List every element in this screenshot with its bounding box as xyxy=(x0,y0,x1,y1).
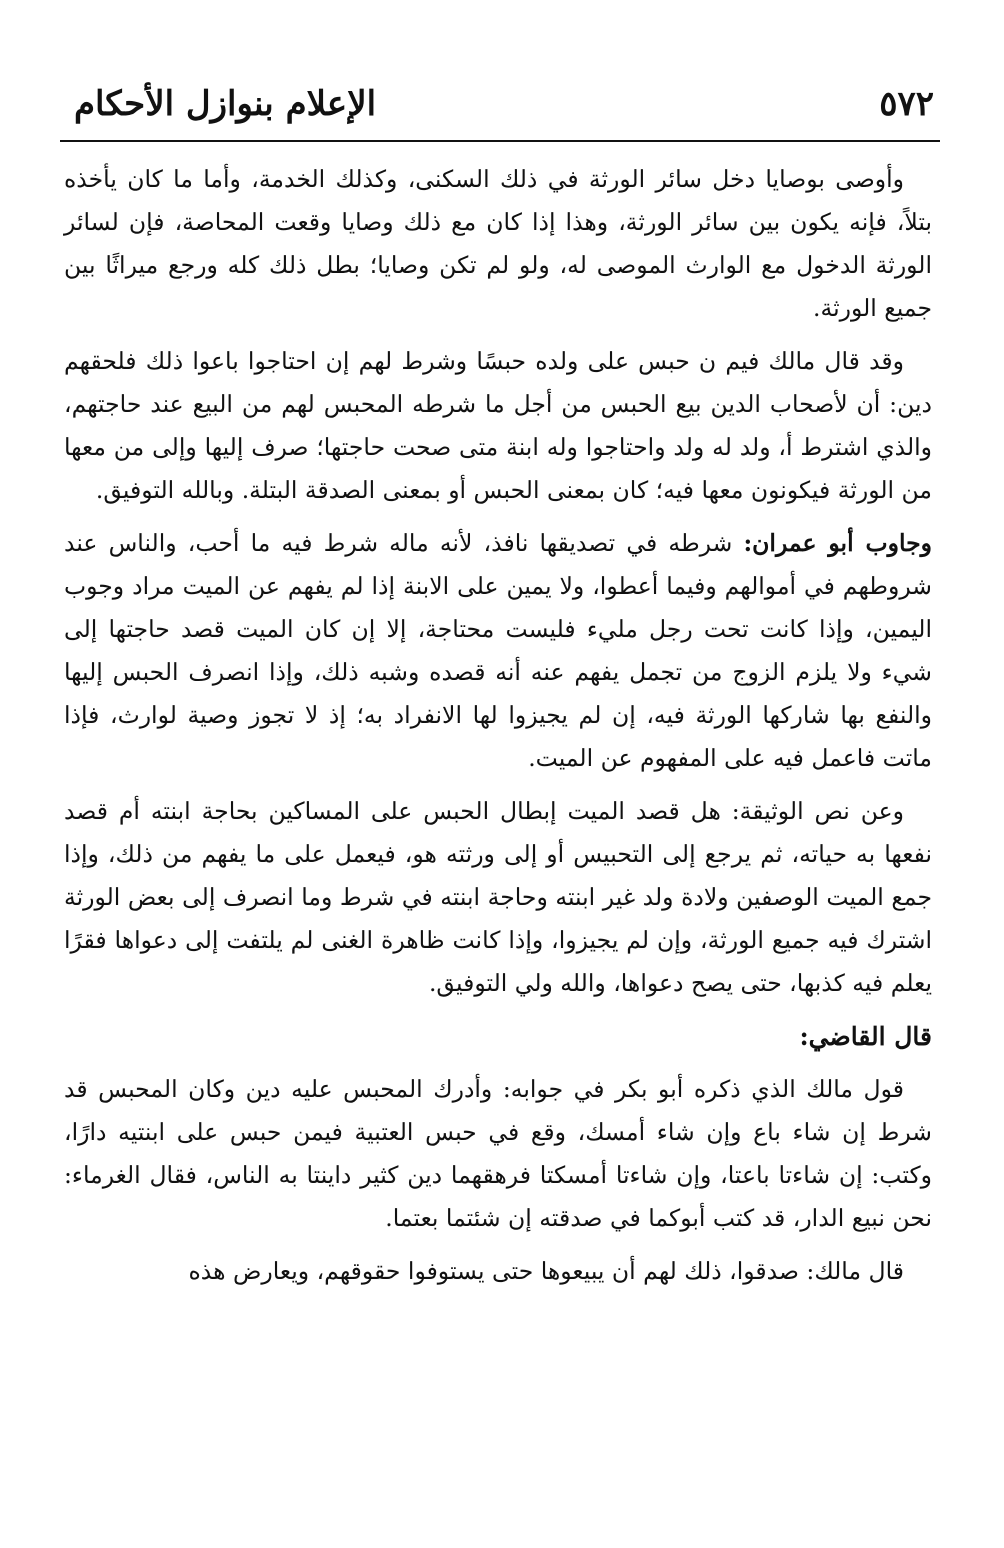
paragraph-1 xyxy=(64,158,932,330)
paragraph-text: قول مالك الذي ذكره أبو بكر في جوابه: وأدرك المحبس عليه دين وكان المحبس قد شرط إن شاء باع وإن شاء أمسك، وقع في حبس العتبية فيمن حبس على ابنتيه دارًا، وكتب: إن شاءتا باعتا، وإن شاءتا أمسكتا فرهقهما دين كثير داينتا به الناس، فقال الغرماء: نحن نبيع الدار، قد كتب أبوكما في صدقته إن شئتما بعتما. xyxy=(64,1075,932,1232)
paragraph-3 xyxy=(64,522,932,780)
paragraph-text: وقد قال مالك فيم ن حبس على ولده حبسًا وشرط لهم إن احتاجوا باعوا ذلك فلحقهم دين: أن لأصحاب الدين بيع الحبس من أجل ما شرطه المحبس لهم من البيع عند حاجتهم، والذي اشترط أ، ولد له ولد واحتاجوا وله ابنة متى صحت حاجتها؛ صرف إليها وإلى من معها من الورثة فيكونون معها فيه؛ كان بمعنى الحبس أو بمعنى الصدقة البتلة. وبالله التوفيق. xyxy=(64,347,932,504)
body-text xyxy=(64,158,932,1303)
running-title: الإعلام بنوازل الأحكام xyxy=(74,84,377,124)
paragraph-text: شرطه في تصديقها نافذ، لأنه ماله شرط فيه ما أحب، والناس عند شروطهم في أموالهم وفيما أعطوا، ولا يمين على الابنة إذا لم يفهم عن الميت مراد وجوب اليمين، وإذا كانت تحت رجل مليء فليست محتاجة، إلا إن كان الميت قصد حاجتها إلى شيء ولا يلزم الزوج من تجمل يفهم عنه أنه قصده وشبه ذلك، وإذا انصرف الحبس إليها والنفع بها شاركها الورثة فيه، إن لم يجيزوا لها الانفراد به؛ إذ لا تجوز وصية لوارث، فإذا ماتت فاعمل فيه على المفهوم عن الميت. xyxy=(64,529,932,772)
page-number: ٥٧٢ xyxy=(879,84,934,124)
paragraph-5 xyxy=(64,1068,932,1240)
section-heading: قال القاضي: xyxy=(799,1022,932,1051)
paragraph-text: وعن نص الوثيقة: هل قصد الميت إبطال الحبس على المساكين بحاجة ابنته أم قصد نفعها به حياته، ثم يرجع إلى التحبيس أو إلى ورثته هو، فيعمل على ما يفهم من ذلك، وإذا جمع الميت الوصفين ولادة ولد غير ابنته وحاجة ابنته في شرط وما انصرف إلى بعض الورثة اشترك فيه جميع الورثة، وإن لم يجيزوا، وإذا كانت ظاهرة الغنى لم يلتفت إلى دعواها فقرًا يعلم فيه كذبها، حتى يصح دعواها، والله ولي التوفيق. xyxy=(64,797,932,997)
paragraph-text: قال مالك: صدقوا، ذلك لهم أن يبيعوها حتى يستوفوا حقوقهم، ويعارض هذه xyxy=(188,1257,904,1285)
header-rule xyxy=(60,140,940,142)
paragraph-6 xyxy=(64,1250,932,1293)
page-header xyxy=(60,80,940,140)
paragraph-text: وأوصى بوصايا دخل سائر الورثة في ذلك السكنى، وكذلك الخدمة، وأما ما كان يأخذه بتلاً، فإنه يكون بين سائر الورثة، وهذا إذا كان مع ذلك وصايا وقعت المحاصة، فإن لسائر الورثة الدخول مع الوارث الموصى له، ولو لم تكن وصايا؛ بطل ذلك كله ورجع ميراثًا بين جميع الورثة. xyxy=(64,165,932,322)
paragraph-lead: وجاوب أبو عمران: xyxy=(743,529,932,557)
paragraph-4 xyxy=(64,790,932,1005)
paragraph-2 xyxy=(64,340,932,512)
